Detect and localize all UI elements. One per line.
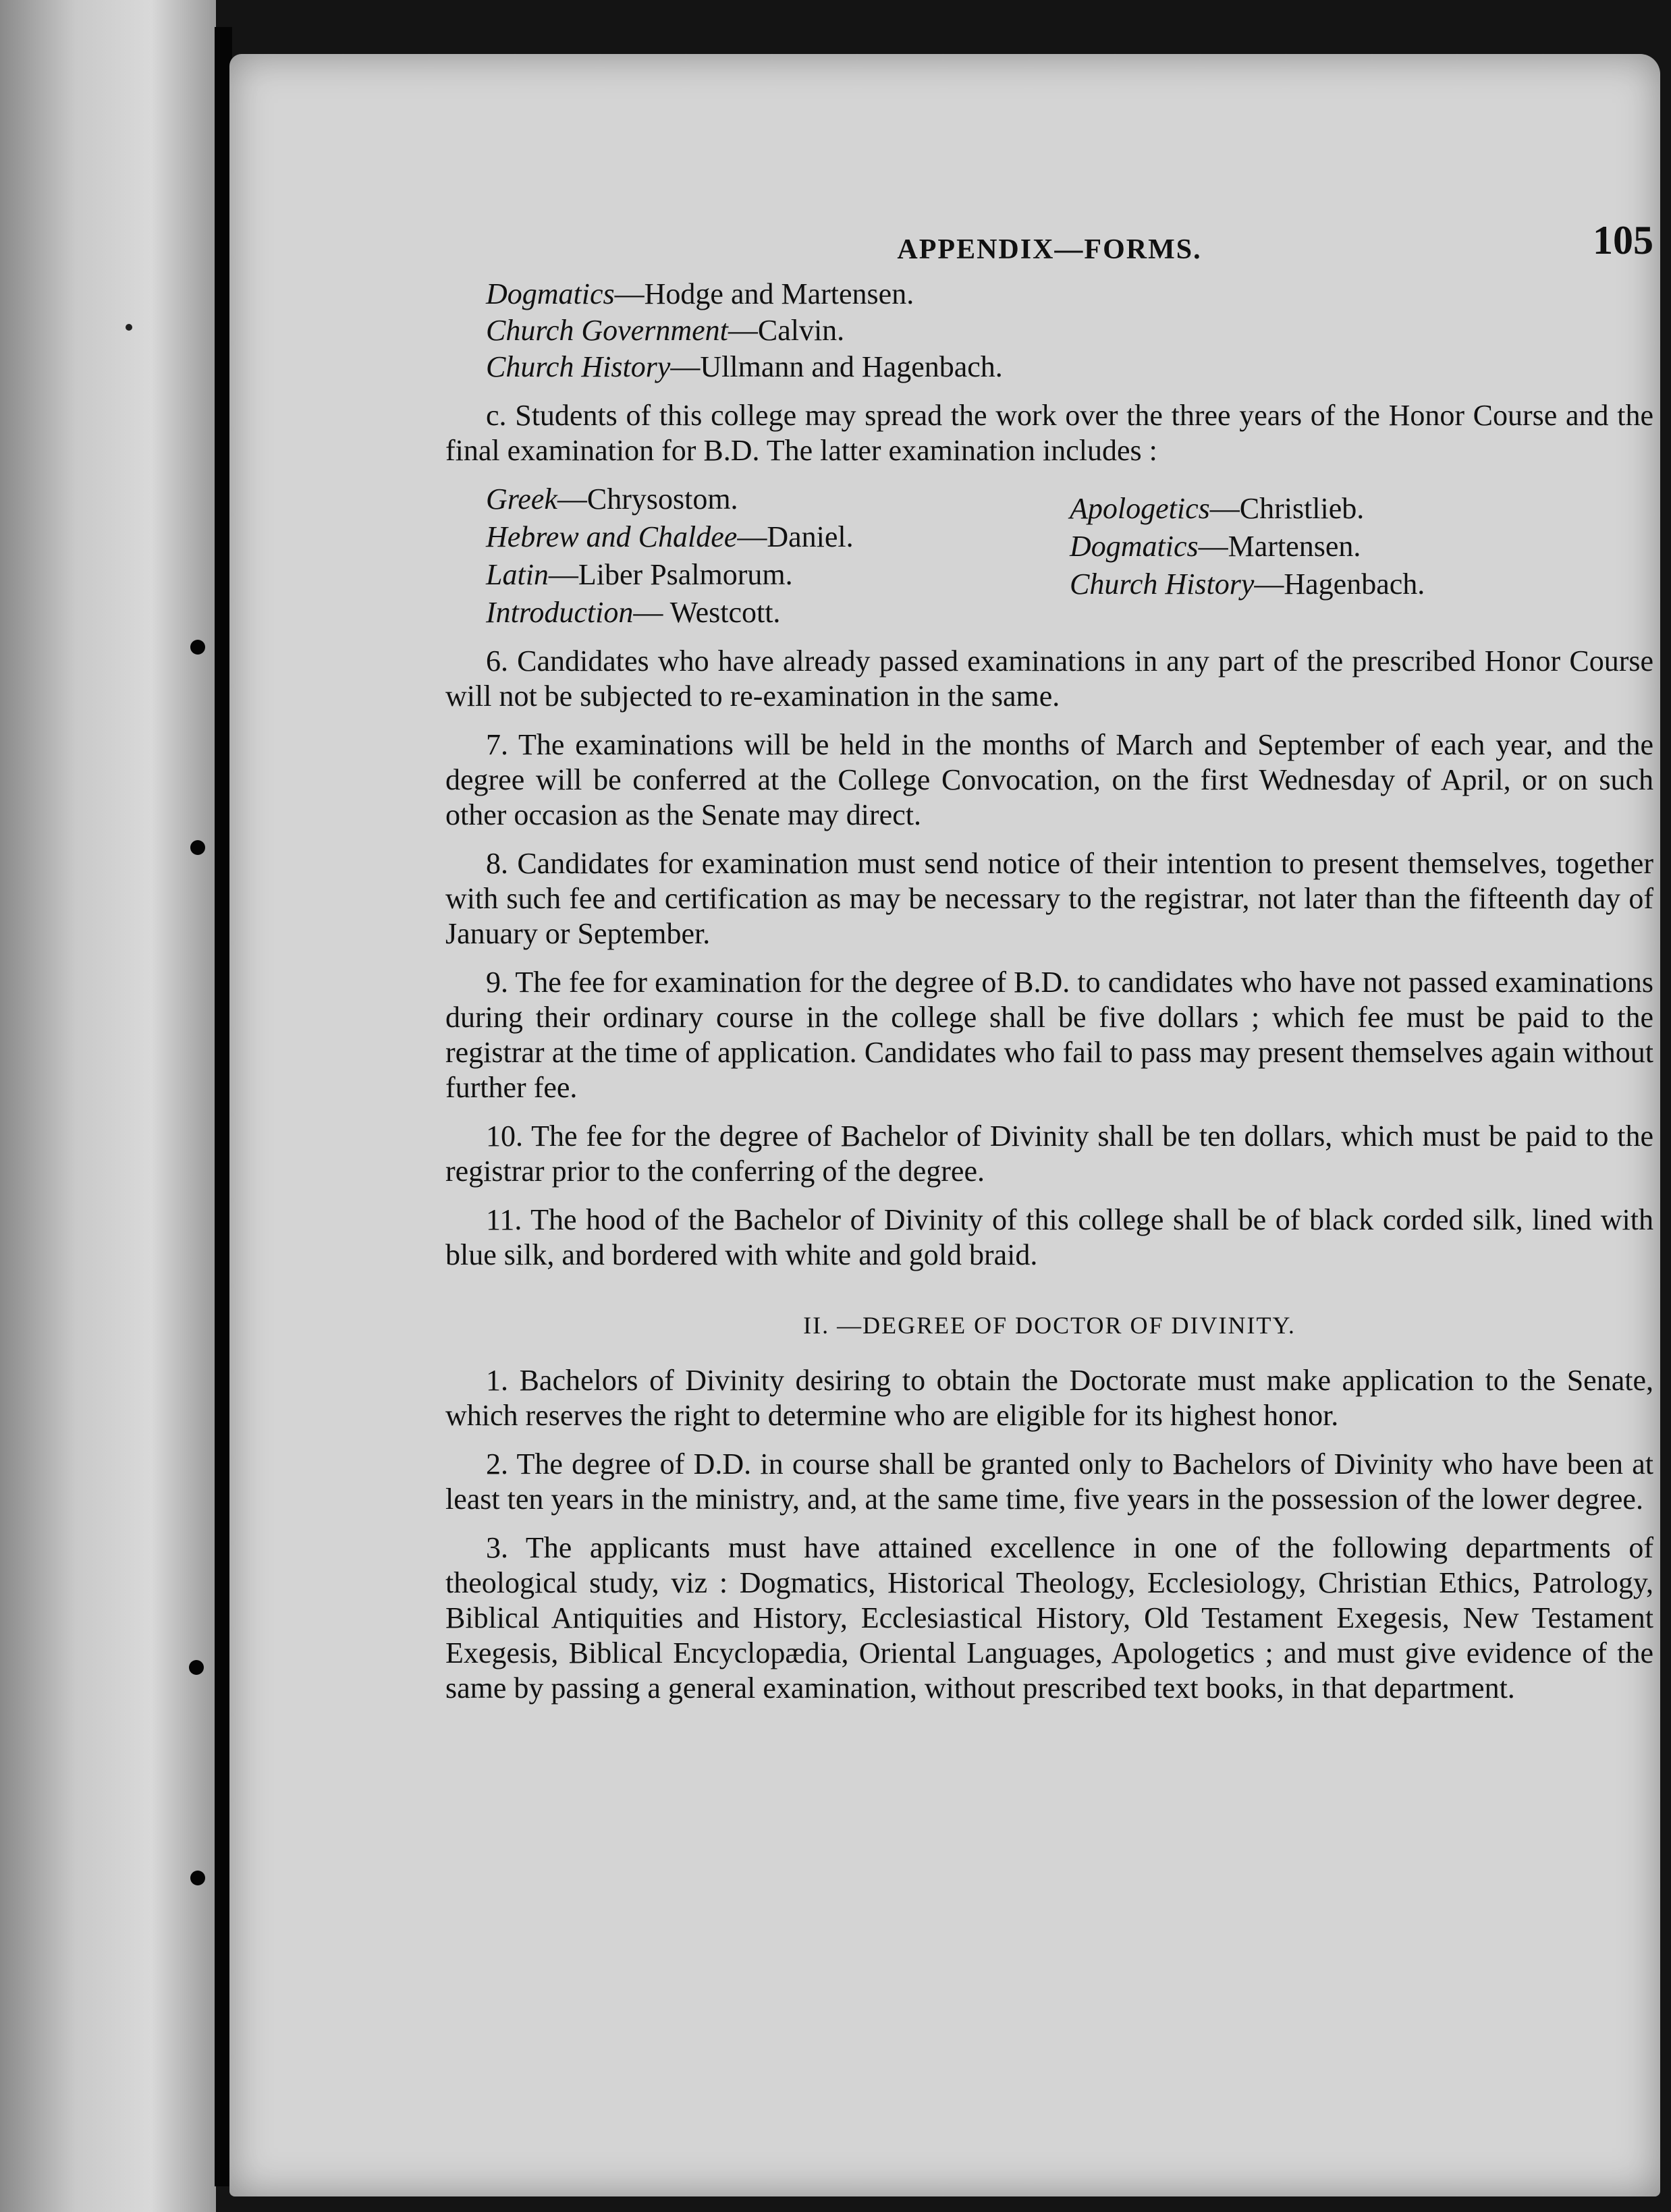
dd-paragraph-3: 3. The applicants must have attained excellence in one of the following departments of theological study, viz : Dogmatics, Historical Theology, Ecclesiology, Christian Ethics, Patrology, Biblical Antiquities and History, Ecclesiastical History, Old Testament Exegesis, New Testament Exegesis, Biblical Encyclopædia, Oriental Languages, Apologetics ; and must give evidence of the same by passing a general examination, without prescribed text books, in that department. xyxy=(445,1531,1653,1705)
book-authors: —Liber Psalmorum. xyxy=(548,558,793,591)
text-book-line xyxy=(486,313,1653,348)
book-authors: —Ullmann and Hagenbach. xyxy=(670,350,1003,383)
text-book-line xyxy=(486,277,1653,312)
exam-line xyxy=(1070,529,1653,564)
subject-name: Introduction xyxy=(486,596,634,629)
subject-name: Apologetics xyxy=(1070,492,1210,525)
exam-line xyxy=(1070,491,1653,526)
subject-name: Dogmatics xyxy=(1070,530,1199,563)
exam-line xyxy=(486,482,1070,517)
exam-line xyxy=(486,595,1070,630)
book-authors: —Daniel. xyxy=(737,520,854,553)
paragraph-c: c. Students of this college may spread the work over the three years of the Honor Course and the final examination for B.D. The latter examination includes : xyxy=(445,399,1653,467)
dd-paragraph-2: 2. The degree of D.D. in course shall be granted only to Bachelors of Divinity who have been at least ten years in the ministry, and, at the same time, five years in the possession of the lower degree. xyxy=(445,1447,1653,1516)
paragraph-6: 6. Candidates who have already passed examinations in any part of the prescribed Honor Course will not be subjected to re-examination in the same. xyxy=(445,644,1653,713)
page-speck xyxy=(126,324,132,331)
book-authors: —Martensen. xyxy=(1198,530,1361,563)
subject-name: Latin xyxy=(486,558,549,591)
subject-name: Church History xyxy=(486,350,671,383)
subject-name: Hebrew and Chaldee xyxy=(486,520,738,553)
paragraph-7: 7. The examinations will be held in the months of March and September of each year, and the degree will be conferred at the College Convocation, on the first Wednesday of April, or on such other occasion as the Senate may direct. xyxy=(445,728,1653,831)
paragraph-8: 8. Candidates for examination must send notice of their intention to present themselves, together with such fee and certification as may be necessary to the registrar, not later than the fifteenth day of January or September. xyxy=(445,847,1653,950)
book-authors: — Westcott. xyxy=(633,596,781,629)
subject-name: Dogmatics xyxy=(486,277,615,310)
book-authors: —Hagenbach. xyxy=(1254,568,1425,601)
book-authors: —Chrysostom. xyxy=(557,482,738,516)
book-authors: —Hodge and Martensen. xyxy=(614,277,914,310)
book-authors: —Christlieb. xyxy=(1209,492,1365,525)
left-page-edge xyxy=(0,0,216,2212)
binding-hole xyxy=(190,640,205,655)
paragraph-9: 9. The fee for examination for the degree of B.D. to candidates who have not passed examinations during their ordinary course in the college shall be five dollars ; which fee must be paid to the registrar at the time of application. Candidates who fail to pass may present themselves again without further fee. xyxy=(445,966,1653,1104)
exam-column-right xyxy=(1070,482,1653,633)
page-text xyxy=(445,218,1653,1719)
exam-line xyxy=(486,520,1070,555)
book-authors: —Calvin. xyxy=(728,314,845,347)
section-heading: II. —DEGREE OF DOCTOR OF DIVINITY. xyxy=(803,1312,1296,1339)
dd-paragraph-1: 1. Bachelors of Divinity desiring to obtain the Doctorate must make application to the Senate, which reserves the right to determine who are eligible for its highest honor. xyxy=(445,1364,1653,1432)
paragraph-11: 11. The hood of the Bachelor of Divinity of this college shall be of black corded silk, lined with blue silk, and bordered with white and gold braid. xyxy=(445,1203,1653,1271)
binding-hole xyxy=(190,1871,205,1885)
running-title: APPENDIX—FORMS. xyxy=(897,234,1202,265)
page-number: 105 xyxy=(1593,218,1653,262)
exam-subjects xyxy=(486,482,1653,633)
exam-line xyxy=(486,557,1070,592)
page-header xyxy=(445,218,1653,277)
exam-line xyxy=(1070,567,1653,602)
exam-column-left xyxy=(486,482,1070,633)
text-book-line xyxy=(486,350,1653,385)
subject-name: Greek xyxy=(486,482,557,516)
book-page xyxy=(229,54,1660,2196)
binding-hole xyxy=(190,840,205,855)
binding-hole xyxy=(189,1660,204,1675)
subject-name: Church Government xyxy=(486,314,728,347)
text-book-list xyxy=(445,277,1653,385)
subject-name: Church History xyxy=(1070,568,1255,601)
paragraph-10: 10. The fee for the degree of Bachelor of Divinity shall be ten dollars, which must be paid to the registrar prior to the conferring of the degree. xyxy=(445,1119,1653,1188)
